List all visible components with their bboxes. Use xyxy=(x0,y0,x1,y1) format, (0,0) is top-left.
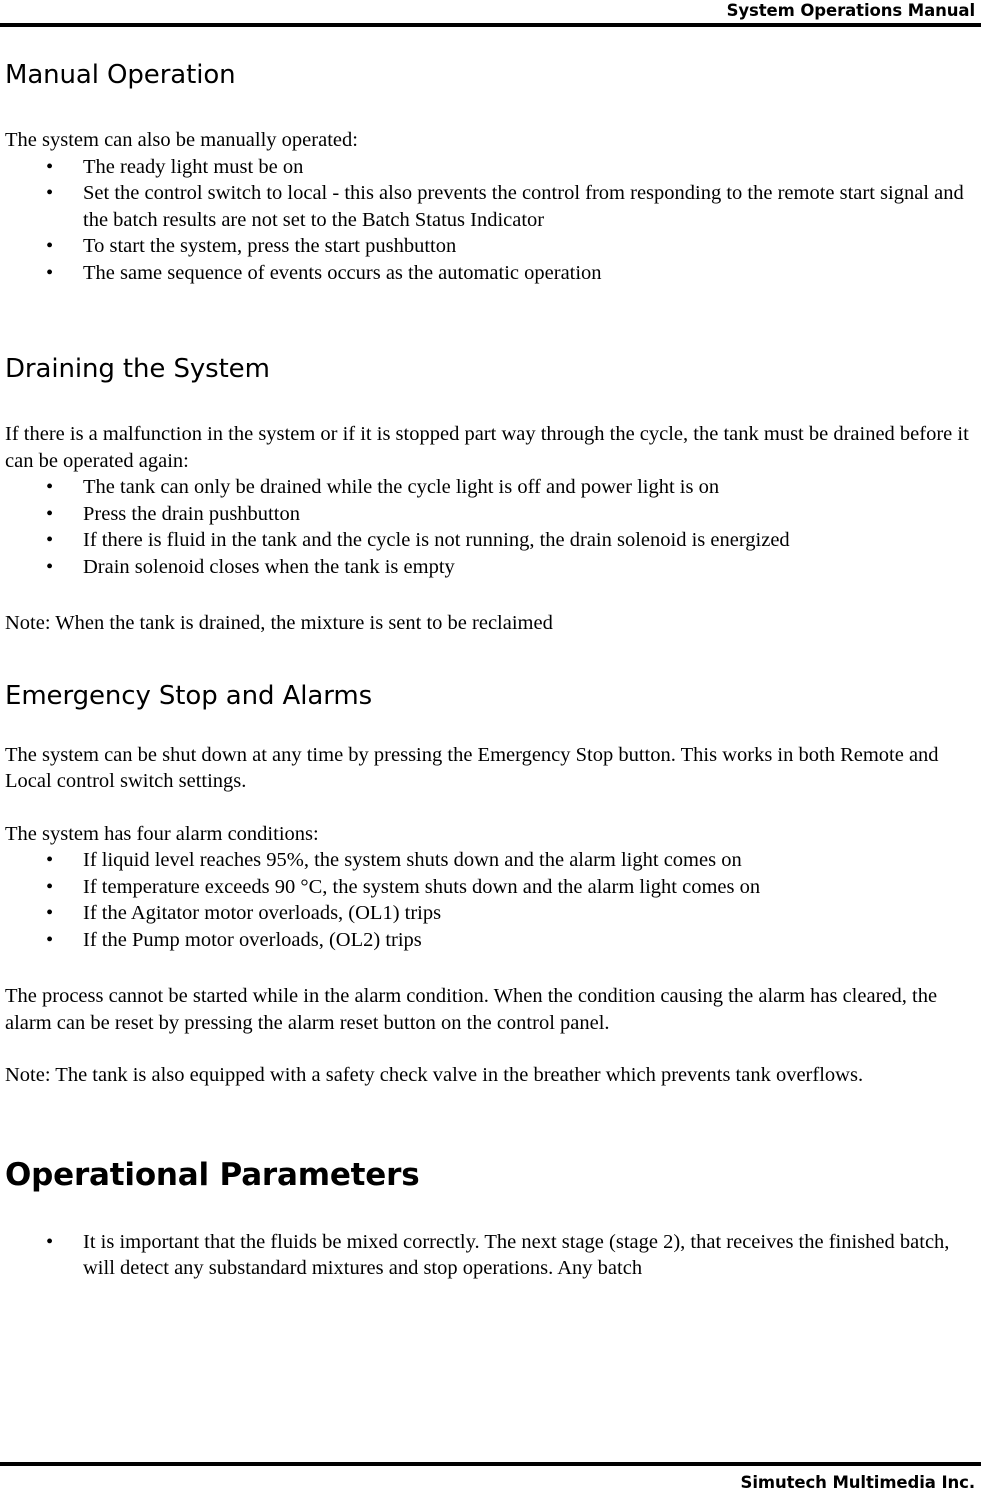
list-item xyxy=(5,154,973,181)
list-item-text: The tank can only be drained while the cycle light is off and power light is on xyxy=(83,476,720,498)
list-item xyxy=(5,900,973,927)
bullet-list-operational-parameters xyxy=(5,1229,973,1282)
list-item-text: The same sequence of events occurs as the automatic operation xyxy=(83,261,602,284)
list-item xyxy=(5,233,973,260)
bullet-icon: • xyxy=(46,928,54,951)
list-item xyxy=(5,501,973,528)
section-intro-emergency-stop-and-alarms: The system can be shut down at any time by pressing the Emergency Stop button. This works in both Remote and Local control switch settings. xyxy=(5,743,939,792)
section-intro-manual-operation: The system can also be manually operated: xyxy=(5,129,358,151)
bullet-list-draining-the-system xyxy=(5,474,973,580)
list-item-text: Set the control switch to local - this also prevents the control from responding to the remote start signal and the batch results are not set to the Batch Status Indicator xyxy=(83,182,964,231)
list-item xyxy=(5,1229,973,1282)
page-footer xyxy=(0,1462,981,1494)
list-item-text: If the Agitator motor overloads, (OL1) trips xyxy=(83,902,442,924)
bullet-icon: • xyxy=(46,476,54,498)
bullet-icon: • xyxy=(46,529,54,551)
bullet-icon: • xyxy=(46,182,54,204)
section-note-draining-the-system: Note: When the tank is drained, the mixture is sent to be reclaimed xyxy=(5,612,553,634)
list-item-text: If temperature exceeds 90 °C, the system shuts down and the alarm light comes on xyxy=(83,875,761,898)
list-item xyxy=(5,527,973,554)
list-item-text: If liquid level reaches 95%, the system shuts down and the alarm light comes on xyxy=(83,849,742,871)
list-item xyxy=(5,554,973,581)
list-item xyxy=(5,260,973,287)
header-divider-rule xyxy=(0,23,981,27)
section-note-emergency-stop-and-alarms: Note: The tank is also equipped with a safety check valve in the breather which prevents tank overflows. xyxy=(5,1064,864,1086)
bullet-icon: • xyxy=(46,502,54,525)
list-item xyxy=(5,180,973,233)
list-item xyxy=(5,474,973,501)
list-item-text: If there is fluid in the tank and the cycle is not running, the drain solenoid is energized xyxy=(83,529,790,551)
section-closing-emergency-stop-and-alarms: The process cannot be started while in the alarm condition. When the condition causing the alarm has cleared, the alarm can be reset by pressing the alarm reset button on the control panel. xyxy=(5,985,938,1034)
bullet-icon: • xyxy=(46,1230,54,1253)
section-heading-draining-the-system: Draining the System xyxy=(5,354,270,384)
bullet-icon: • xyxy=(46,235,54,257)
page-header xyxy=(0,0,981,27)
list-item xyxy=(5,847,973,874)
section-heading-operational-parameters: Operational Parameters xyxy=(5,1156,420,1193)
header-title: System Operations Manual xyxy=(726,1,975,20)
list-item-text: It is important that the fluids be mixed correctly. The next stage (stage 2), that receives the finished batch, will detect any substandard mixtures and stop operations. Any batch xyxy=(83,1230,950,1279)
bullet-icon: • xyxy=(46,155,54,178)
list-item-text: Press the drain pushbutton xyxy=(83,502,300,525)
bullet-icon: • xyxy=(46,875,54,898)
bullet-list-alarm-conditions xyxy=(5,847,973,953)
bullet-icon: • xyxy=(46,902,54,924)
list-item-text: If the Pump motor overloads, (OL2) trips xyxy=(83,928,422,951)
section-intro2-emergency-stop-and-alarms: The system has four alarm conditions: xyxy=(5,822,319,845)
document-content xyxy=(0,34,981,1282)
section-heading-manual-operation: Manual Operation xyxy=(5,60,236,90)
bullet-icon: • xyxy=(46,849,54,871)
list-item xyxy=(5,874,973,901)
list-item-text: The ready light must be on xyxy=(83,155,304,178)
bullet-list-manual-operation xyxy=(5,154,973,287)
section-intro-draining-the-system: If there is a malfunction in the system or if it is stopped part way through the cycle, the tank must be drained before it can be operated again: xyxy=(5,423,969,472)
list-item-text: Drain solenoid closes when the tank is empty xyxy=(83,555,455,578)
footer-company-name: Simutech Multimedia Inc. xyxy=(740,1473,975,1492)
list-item xyxy=(5,927,973,954)
bullet-icon: • xyxy=(46,261,54,284)
section-heading-emergency-stop-and-alarms: Emergency Stop and Alarms xyxy=(5,680,373,711)
bullet-icon: • xyxy=(46,555,54,578)
list-item-text: To start the system, press the start pushbutton xyxy=(83,235,457,257)
